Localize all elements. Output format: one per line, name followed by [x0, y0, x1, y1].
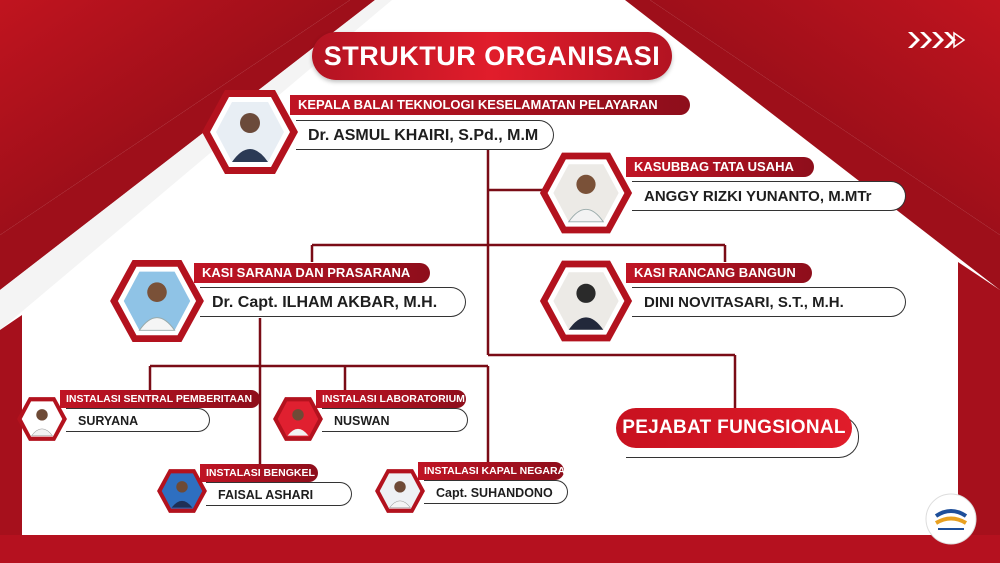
person-icon: [292, 409, 303, 420]
role-label: KASUBBAG TATA USAHA: [626, 157, 814, 177]
arrows-icon: [908, 30, 966, 50]
name-label: FAISAL ASHARI: [206, 482, 352, 506]
person-icon: [394, 481, 405, 492]
name-label: Dr. ASMUL KHAIRI, S.Pd., M.M: [296, 120, 554, 150]
bottom-bar: [0, 535, 1000, 563]
person-icon: [147, 282, 167, 302]
role-label: KASI RANCANG BANGUN: [626, 263, 812, 283]
name-label: NUSWAN: [322, 408, 468, 432]
name-label: ANGGY RIZKI YUNANTO, M.MTr: [632, 181, 906, 211]
role-label: KEPALA BALAI TEKNOLOGI KESELAMATAN PELAYARAN: [290, 95, 690, 115]
role-label: INSTALASI KAPAL NEGARA: [418, 462, 564, 480]
page-title: STRUKTUR ORGANISASI: [312, 32, 672, 80]
avatar-hexagon: [272, 396, 324, 442]
role-label: INSTALASI BENGKEL: [200, 464, 318, 482]
avatar-hexagon: [200, 88, 300, 176]
node-pejabat-fungsional: [616, 408, 856, 454]
name-label: Capt. SUHANDONO: [424, 480, 568, 504]
avatar-hexagon: [538, 150, 634, 236]
avatar-hexagon: [108, 258, 206, 344]
role-label: INSTALASI LABORATORIUM: [316, 390, 466, 408]
institution-logo-icon: [924, 492, 978, 546]
person-icon: [176, 481, 187, 492]
role-label: KASI SARANA DAN PRASARANA: [194, 263, 430, 283]
role-label: INSTALASI SENTRAL PEMBERITAAN: [60, 390, 260, 408]
person-icon: [576, 175, 595, 194]
person-icon: [576, 284, 595, 303]
fungsional-label: PEJABAT FUNGSIONAL: [616, 408, 852, 448]
person-icon: [36, 409, 47, 420]
avatar-hexagon: [156, 468, 208, 514]
avatar-hexagon: [16, 396, 68, 442]
name-label: Dr. Capt. ILHAM AKBAR, M.H.: [200, 287, 466, 317]
avatar-hexagon: [374, 468, 426, 514]
name-label: SURYANA: [66, 408, 210, 432]
person-icon: [240, 113, 260, 133]
avatar-hexagon: [538, 258, 634, 344]
name-label: DINI NOVITASARI, S.T., M.H.: [632, 287, 906, 317]
